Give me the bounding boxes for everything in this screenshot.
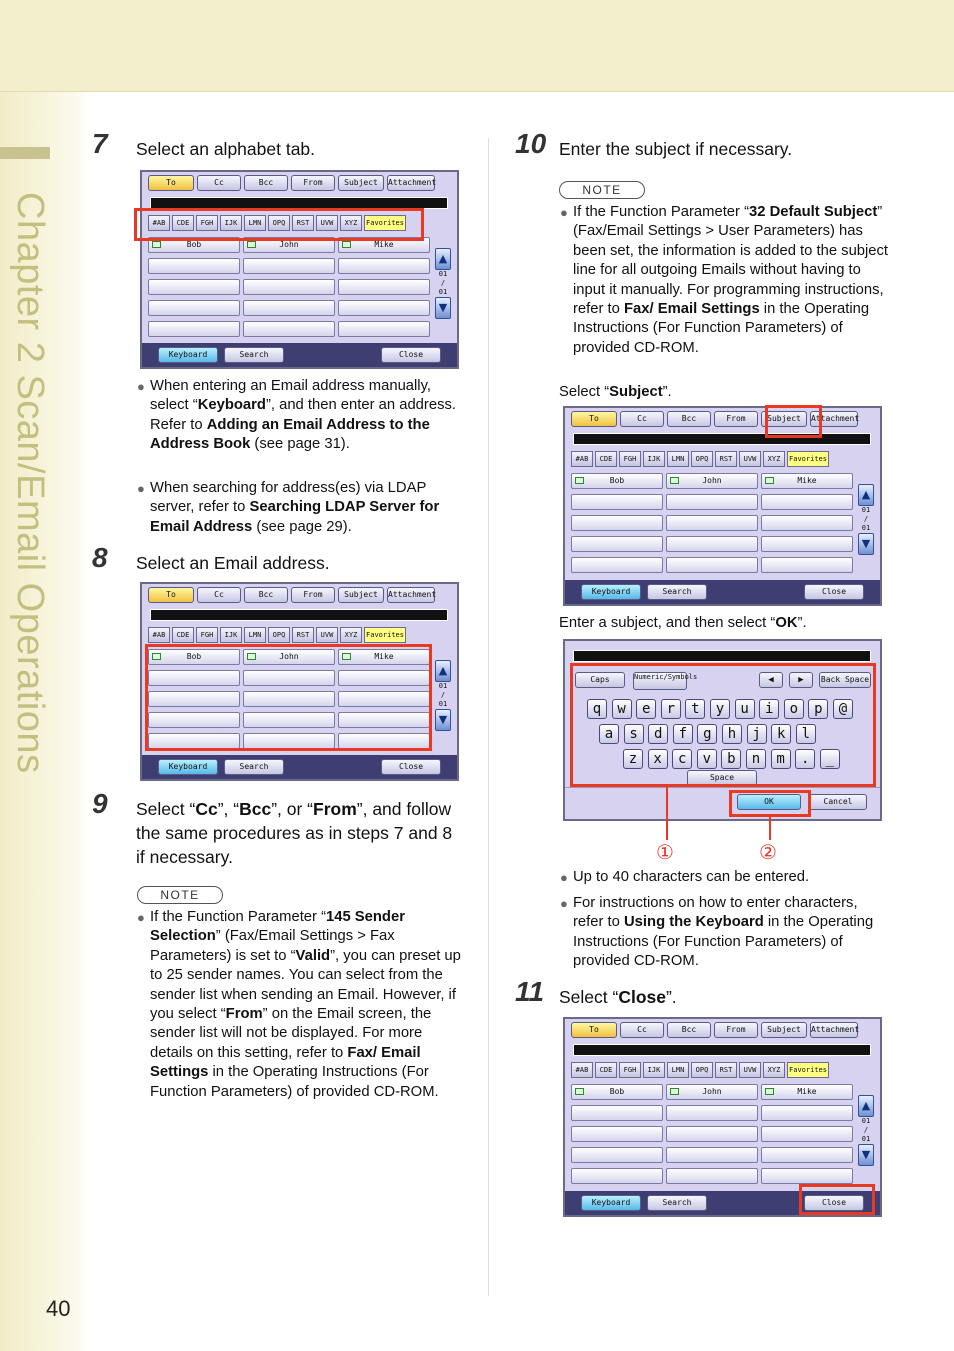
- chapter-marker: [0, 147, 50, 159]
- email-icon: [247, 241, 256, 248]
- contact-grid: [571, 1084, 853, 1184]
- empty-contact-slot[interactable]: [666, 1147, 758, 1163]
- empty-contact-slot[interactable]: [148, 279, 240, 295]
- key[interactable]: e: [636, 699, 656, 719]
- empty-contact-slot[interactable]: [761, 515, 853, 531]
- scroll-up-icon[interactable]: ▲: [858, 1095, 874, 1117]
- highlight-box: [729, 790, 811, 817]
- screen-footer: [142, 343, 457, 367]
- scroll-up-icon[interactable]: ▲: [435, 660, 451, 682]
- search-button[interactable]: Search: [224, 759, 284, 775]
- key[interactable]: j: [747, 724, 767, 744]
- empty-contact-slot[interactable]: [338, 321, 430, 337]
- cursor-left-icon[interactable]: ◀: [759, 672, 783, 688]
- contact-button[interactable]: Bob: [148, 649, 240, 665]
- type-button[interactable]: Subject: [761, 1022, 807, 1038]
- empty-contact-slot[interactable]: [571, 515, 663, 531]
- key[interactable]: r: [661, 699, 681, 719]
- empty-contact-slot[interactable]: [761, 1105, 853, 1121]
- alphabet-tab[interactable]: FGH: [196, 627, 218, 643]
- step-number: 10: [515, 128, 547, 159]
- contact-button[interactable]: Bob: [571, 1084, 663, 1100]
- empty-contact-slot[interactable]: [761, 1126, 853, 1142]
- column-divider: [488, 138, 489, 1296]
- note-text: ● If the Function Parameter “145 Sender Selection” (Fax/Email Settings > Fax Parameters) is set to “Valid”, you can preset up to 25 sender names. You can select from the sender list when sending an Email. However, if you select “From” on the Email screen, the sender list will not be displayed. For more details on this setting, refer to Fax/ Email Settings in the Operating Instructions (For Function Parameters) of provided CD-ROM.: [137, 909, 461, 1100]
- empty-contact-slot[interactable]: [148, 258, 240, 274]
- key[interactable]: h: [722, 724, 742, 744]
- type-button[interactable]: To: [148, 587, 194, 603]
- key[interactable]: d: [648, 724, 668, 744]
- empty-contact-slot[interactable]: [243, 321, 335, 337]
- alphabet-tabs: [148, 627, 406, 643]
- empty-contact-slot[interactable]: [571, 1147, 663, 1163]
- type-button[interactable]: Cc: [197, 587, 241, 603]
- empty-contact-slot[interactable]: [666, 536, 758, 552]
- subject-field[interactable]: [573, 650, 871, 662]
- contact-button[interactable]: Bob: [571, 473, 663, 489]
- alphabet-tab[interactable]: #AB: [571, 451, 593, 467]
- recipient-type-bar: [571, 1022, 858, 1038]
- close-button[interactable]: Close: [381, 759, 441, 775]
- type-button[interactable]: Cc: [620, 411, 664, 427]
- alphabet-tabs: [571, 451, 829, 467]
- key[interactable]: m: [771, 749, 791, 769]
- key[interactable]: p: [808, 699, 828, 719]
- key[interactable]: _: [820, 749, 840, 769]
- search-button[interactable]: Search: [224, 347, 284, 363]
- key[interactable]: n: [746, 749, 766, 769]
- alphabet-tab[interactable]: UVW: [316, 627, 338, 643]
- empty-contact-slot[interactable]: [666, 515, 758, 531]
- type-button[interactable]: To: [571, 1022, 617, 1038]
- alphabet-tab[interactable]: IJK: [220, 215, 242, 231]
- keyboard-button[interactable]: Keyboard: [581, 584, 641, 600]
- key[interactable]: u: [735, 699, 755, 719]
- type-button[interactable]: Bcc: [244, 587, 288, 603]
- type-button[interactable]: From: [291, 587, 335, 603]
- screen-footer: [142, 755, 457, 779]
- keyboard-button[interactable]: Keyboard: [158, 759, 218, 775]
- alphabet-tab[interactable]: IJK: [220, 627, 242, 643]
- alphabet-tab[interactable]: RST: [292, 627, 314, 643]
- highlight-box: [570, 663, 876, 787]
- contact-button[interactable]: John: [666, 1084, 758, 1100]
- contact-grid: [571, 473, 853, 573]
- recipient-type-bar: [148, 587, 435, 603]
- alphabet-tab[interactable]: XYZ: [763, 451, 785, 467]
- alphabet-tab[interactable]: IJK: [643, 451, 665, 467]
- alphabet-tab[interactable]: IJK: [643, 1062, 665, 1078]
- alphabet-tab[interactable]: RST: [715, 1062, 737, 1078]
- highlight-box: [145, 644, 432, 751]
- note-label: NOTE: [559, 181, 645, 199]
- email-icon: [765, 477, 774, 484]
- key[interactable]: c: [672, 749, 692, 769]
- empty-contact-slot[interactable]: [666, 1126, 758, 1142]
- key[interactable]: l: [796, 724, 816, 744]
- page-scroller: ▲ 01 / 01 ▼: [858, 1095, 874, 1166]
- bullet: ● Up to 40 characters can be entered.: [560, 869, 810, 885]
- empty-contact-slot[interactable]: [666, 494, 758, 510]
- empty-contact-slot[interactable]: [571, 494, 663, 510]
- key[interactable]: .: [795, 749, 815, 769]
- email-icon: [342, 241, 351, 248]
- empty-contact-slot[interactable]: [338, 279, 430, 295]
- bullet: ● For instructions on how to enter characters, refer to Using the Keyboard in the Operating Instructions (For Function Parameters) of provided CD-ROM.: [560, 895, 874, 970]
- alphabet-tab[interactable]: RST: [292, 215, 314, 231]
- key[interactable]: v: [697, 749, 717, 769]
- alphabet-tab[interactable]: UVW: [739, 1062, 761, 1078]
- key[interactable]: x: [648, 749, 668, 769]
- step-number: 11: [515, 976, 545, 1007]
- type-button[interactable]: From: [714, 1022, 758, 1038]
- alphabet-tab[interactable]: #AB: [148, 627, 170, 643]
- key[interactable]: y: [710, 699, 730, 719]
- note-label: NOTE: [137, 886, 223, 904]
- scroll-up-icon[interactable]: ▲: [858, 484, 874, 506]
- alphabet-tab[interactable]: Favorites: [364, 627, 406, 643]
- type-button[interactable]: Subject: [338, 175, 384, 191]
- ok-button[interactable]: OK: [737, 794, 801, 810]
- alphabet-tab[interactable]: RST: [715, 451, 737, 467]
- backspace-key[interactable]: Back Space: [819, 672, 871, 688]
- callout-2: ②: [759, 840, 777, 864]
- key[interactable]: g: [697, 724, 717, 744]
- header-band: [0, 0, 954, 92]
- email-icon: [575, 1088, 584, 1095]
- empty-contact-slot[interactable]: [243, 300, 335, 316]
- empty-contact-slot[interactable]: [666, 1168, 758, 1184]
- callout-line: [666, 787, 668, 840]
- alphabet-tab[interactable]: OPQ: [691, 451, 713, 467]
- email-icon: [670, 1088, 679, 1095]
- key[interactable]: k: [771, 724, 791, 744]
- type-button[interactable]: Attachment: [810, 411, 858, 427]
- recipient-type-bar: [148, 175, 435, 191]
- contact-button[interactable]: Mike: [338, 237, 430, 253]
- step-number: 7: [92, 128, 108, 159]
- bullet: ● When searching for address(es) via LDAP server, refer to Searching LDAP Server for Email Address (see page 29).: [137, 480, 440, 535]
- empty-contact-slot[interactable]: [761, 1147, 853, 1163]
- cancel-button[interactable]: Cancel: [809, 794, 867, 810]
- note-text: ● If the Function Parameter “32 Default Subject” (Fax/Email Settings > User Parameters) has been set, the information is added to the subject line for all outgoing Emails without having to input it manually. For programming instructions, refer to Fax/ Email Settings in the Operating Instructions (For Function Parameters) of provided CD-ROM.: [560, 204, 889, 356]
- empty-contact-slot[interactable]: [571, 1126, 663, 1142]
- step-number: 8: [92, 542, 108, 573]
- address-field[interactable]: [573, 433, 871, 445]
- alphabet-tab[interactable]: OPQ: [268, 627, 290, 643]
- step-text: Select an Email address.: [136, 553, 330, 573]
- space-key[interactable]: Space: [687, 770, 757, 786]
- type-button[interactable]: Attachment: [387, 587, 435, 603]
- callout-line: [769, 817, 771, 840]
- key[interactable]: f: [673, 724, 693, 744]
- contact-button[interactable]: Mike: [761, 1084, 853, 1100]
- alphabet-tab[interactable]: XYZ: [340, 215, 362, 231]
- screen-footer: [565, 580, 880, 604]
- empty-contact-slot[interactable]: [571, 1105, 663, 1121]
- alphabet-tab[interactable]: #AB: [148, 215, 170, 231]
- empty-contact-slot[interactable]: [571, 557, 663, 573]
- page-scroller: ▲ 01 / 01 ▼: [435, 660, 451, 731]
- step-text: Select an alphabet tab.: [136, 139, 316, 159]
- step-number: 9: [92, 788, 108, 819]
- type-button[interactable]: Bcc: [667, 411, 711, 427]
- empty-contact-slot[interactable]: [338, 300, 430, 316]
- address-field[interactable]: [150, 609, 448, 621]
- address-screen-1: [140, 170, 459, 369]
- close-button[interactable]: Close: [804, 584, 864, 600]
- numeric-symbols-key[interactable]: Numeric/Symbols: [633, 672, 687, 690]
- alphabet-tab[interactable]: Favorites: [787, 1062, 829, 1078]
- callout-1: ①: [656, 840, 674, 864]
- contact-button[interactable]: Mike: [761, 473, 853, 489]
- keyboard-footer: [565, 787, 880, 819]
- empty-contact-slot[interactable]: [761, 494, 853, 510]
- alphabet-tabs: [571, 1062, 829, 1078]
- key[interactable]: q: [587, 699, 607, 719]
- contact-button[interactable]: Bob: [148, 237, 240, 253]
- instruction: Enter a subject, and then select “OK”.: [559, 615, 807, 631]
- address-screen-3: [563, 406, 882, 606]
- keyboard-button[interactable]: Keyboard: [158, 347, 218, 363]
- highlight-box: [134, 208, 424, 241]
- empty-contact-slot[interactable]: [243, 279, 335, 295]
- alphabet-tab[interactable]: CDE: [172, 215, 194, 231]
- alphabet-tab[interactable]: CDE: [595, 451, 617, 467]
- alphabet-tab[interactable]: FGH: [196, 215, 218, 231]
- page-scroller: ▲ 01 / 01 ▼: [858, 484, 874, 555]
- contact-button[interactable]: John: [243, 237, 335, 253]
- alphabet-tab[interactable]: UVW: [316, 215, 338, 231]
- page-number: 40: [46, 1296, 71, 1321]
- alphabet-tab[interactable]: XYZ: [340, 627, 362, 643]
- alphabet-tab[interactable]: LMN: [667, 451, 689, 467]
- empty-contact-slot[interactable]: [148, 321, 240, 337]
- empty-contact-slot[interactable]: [666, 557, 758, 573]
- bullet: ● When entering an Email address manually, select “Keyboard”, and then enter an address. Refer to Adding an Email Address to the Address Book (see page 31).: [137, 378, 456, 453]
- type-button[interactable]: Subject: [761, 411, 807, 427]
- key[interactable]: w: [612, 699, 632, 719]
- type-button[interactable]: Cc: [620, 1022, 664, 1038]
- type-button[interactable]: To: [571, 411, 617, 427]
- scroll-down-icon[interactable]: ▼: [858, 1144, 874, 1166]
- contact-button[interactable]: John: [666, 473, 758, 489]
- alphabet-tab[interactable]: Favorites: [364, 215, 406, 231]
- alphabet-tab[interactable]: #AB: [571, 1062, 593, 1078]
- contact-button[interactable]: John: [243, 649, 335, 665]
- empty-contact-slot[interactable]: [338, 258, 430, 274]
- type-button[interactable]: Attachment: [387, 175, 435, 191]
- email-icon: [670, 477, 679, 484]
- alphabet-tab[interactable]: LMN: [667, 1062, 689, 1078]
- highlight-box: [799, 1184, 875, 1215]
- empty-contact-slot[interactable]: [761, 536, 853, 552]
- email-icon: [575, 477, 584, 484]
- key[interactable]: s: [624, 724, 644, 744]
- alphabet-tab[interactable]: CDE: [595, 1062, 617, 1078]
- key[interactable]: t: [685, 699, 705, 719]
- alphabet-tab[interactable]: LMN: [244, 215, 266, 231]
- highlight-box: [765, 405, 822, 438]
- alphabet-tab[interactable]: XYZ: [763, 1062, 785, 1078]
- close-button[interactable]: Close: [804, 1195, 864, 1211]
- alphabet-tab[interactable]: CDE: [172, 627, 194, 643]
- step-text: Select “Close”.: [559, 987, 677, 1007]
- search-button[interactable]: Search: [647, 584, 707, 600]
- contact-grid: [148, 237, 430, 337]
- empty-contact-slot[interactable]: [761, 557, 853, 573]
- key[interactable]: a: [599, 724, 619, 744]
- caps-key[interactable]: Caps: [575, 672, 625, 688]
- key[interactable]: i: [759, 699, 779, 719]
- step-text: Select “Cc”, “Bcc”, or “From”, and follow the same procedures as in steps 7 and 8 if necessary.: [136, 799, 453, 867]
- type-button[interactable]: Bcc: [667, 1022, 711, 1038]
- alphabet-tab[interactable]: FGH: [619, 451, 641, 467]
- chapter-label: Chapter 2 Scan/Email Operations: [9, 192, 51, 774]
- empty-contact-slot[interactable]: [571, 536, 663, 552]
- type-button[interactable]: Subject: [338, 587, 384, 603]
- empty-contact-slot[interactable]: [571, 1168, 663, 1184]
- alphabet-tab[interactable]: FGH: [619, 1062, 641, 1078]
- alphabet-tab[interactable]: Favorites: [787, 451, 829, 467]
- close-button[interactable]: Close: [381, 347, 441, 363]
- type-button[interactable]: To: [148, 175, 194, 191]
- type-button[interactable]: From: [291, 175, 335, 191]
- email-icon: [765, 1088, 774, 1095]
- keyboard-button[interactable]: Keyboard: [581, 1195, 641, 1211]
- search-button[interactable]: Search: [647, 1195, 707, 1211]
- empty-contact-slot[interactable]: [666, 1105, 758, 1121]
- email-icon: [152, 241, 161, 248]
- empty-contact-slot[interactable]: [243, 258, 335, 274]
- key[interactable]: z: [623, 749, 643, 769]
- key[interactable]: o: [784, 699, 804, 719]
- page-scroller: ▲ 01 / 01 ▼: [435, 248, 451, 319]
- alphabet-tab[interactable]: OPQ: [691, 1062, 713, 1078]
- type-button[interactable]: Cc: [197, 175, 241, 191]
- step-text: Enter the subject if necessary.: [559, 139, 793, 159]
- scroll-down-icon[interactable]: ▼: [858, 533, 874, 555]
- scroll-up-icon[interactable]: ▲: [435, 248, 451, 270]
- key[interactable]: b: [721, 749, 741, 769]
- type-button[interactable]: From: [714, 411, 758, 427]
- contact-button[interactable]: Mike: [338, 649, 430, 665]
- address-field[interactable]: [573, 1044, 871, 1056]
- alphabet-tab[interactable]: LMN: [244, 627, 266, 643]
- cursor-right-icon[interactable]: ▶: [789, 672, 813, 688]
- key[interactable]: @: [833, 699, 853, 719]
- instruction: Select “Subject”.: [559, 384, 672, 400]
- alphabet-tab[interactable]: UVW: [739, 451, 761, 467]
- empty-contact-slot[interactable]: [148, 300, 240, 316]
- scroll-down-icon[interactable]: ▼: [435, 297, 451, 319]
- empty-contact-slot[interactable]: [761, 1168, 853, 1184]
- alphabet-tab[interactable]: OPQ: [268, 215, 290, 231]
- type-button[interactable]: Attachment: [810, 1022, 858, 1038]
- scroll-down-icon[interactable]: ▼: [435, 709, 451, 731]
- type-button[interactable]: Bcc: [244, 175, 288, 191]
